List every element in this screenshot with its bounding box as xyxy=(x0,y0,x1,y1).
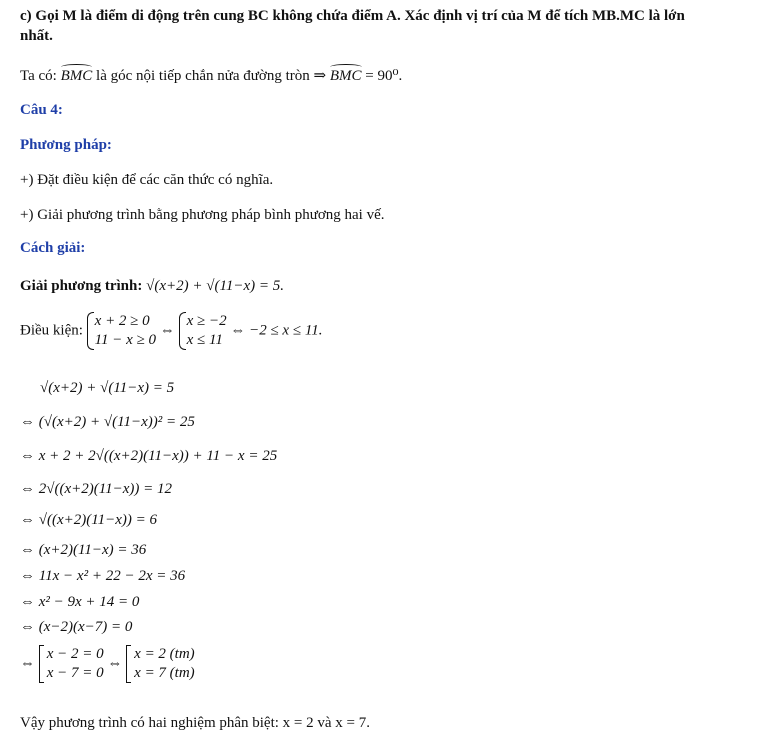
heading-c-cont: nhất. xyxy=(20,28,53,44)
final-sys2-row: x = 7 (tm) xyxy=(134,665,195,681)
final-sys1-row: x − 7 = 0 xyxy=(46,665,104,681)
step-row: ⇔ x + 2 + 2√((x+2)(11−x)) + 11 − x = 25 xyxy=(20,448,278,464)
final-sys2-row: x = 2 (tm) xyxy=(134,646,195,662)
dk-system-2 xyxy=(179,312,227,350)
conclusion: Vậy phương trình có hai nghiệm phân biệt: x = 2 và x = 7. xyxy=(20,715,371,731)
cau-4-title: Câu 4: xyxy=(20,102,63,118)
pp-step-2: +) Giải phương trình bằng phương pháp bình phương hai vế. xyxy=(20,207,385,223)
dk-sys1-row: 11 − x ≥ 0 xyxy=(94,332,157,348)
step-row: ⇔ (√(x+2) + √(11−x))² = 25 xyxy=(20,414,195,430)
ta-co-prefix: Ta có: xyxy=(20,68,57,84)
dk-sys2-row: x ≥ −2 xyxy=(186,313,227,329)
arc-bmc: BMC xyxy=(60,68,93,84)
dieu-kien-line: Điều kiện: x + 2 ≥ 0 11 − x ≥ 0 ⇔ x ≥ −2 x ≤ 11 ⇔ −2 ≤ x ≤ 11. xyxy=(20,313,323,348)
dk-result: ⇔ −2 ≤ x ≤ 11. xyxy=(230,322,323,339)
heading-c: c) Gọi M là điểm di động trên cung BC không chứa điểm A. Xác định vị trí của M để tích MB.MC là lớn xyxy=(20,8,685,24)
final-line: ⇔ x − 2 = 0 x − 7 = 0 ⇔ x = 2 (tm) x = 7 (tm) xyxy=(20,646,195,681)
arc-bmc-2: BMC xyxy=(329,68,362,84)
final-system-2 xyxy=(126,645,195,683)
giai-line xyxy=(20,276,284,296)
step-row: ⇔ 11x − x² + 22 − 2x = 36 xyxy=(20,568,186,584)
giai-label: Giải phương trình: xyxy=(20,278,143,294)
pp-step-1: +) Đặt điều kiện để các căn thức có nghĩa. xyxy=(20,172,274,188)
ta-co-mid: là góc nội tiếp chắn nửa đường tròn ⇒ xyxy=(96,68,327,84)
ta-co-line xyxy=(20,66,402,86)
step-row: ⇔ x² − 9x + 14 = 0 xyxy=(20,594,140,610)
dk-label: Điều kiện: xyxy=(20,322,83,339)
ta-co-end: = 90⁰. xyxy=(365,68,403,84)
step-row: ⇔ (x+2)(11−x) = 36 xyxy=(20,542,147,558)
final-sys1-row: x − 2 = 0 xyxy=(46,646,104,662)
dk-system-1 xyxy=(87,312,156,350)
step-row: ⇔ √((x+2)(11−x)) = 6 xyxy=(20,512,158,528)
cach-giai-title: Cách giải: xyxy=(20,240,86,256)
step-row: ⇔ 2√((x+2)(11−x)) = 12 xyxy=(20,481,173,497)
dk-sys2-row: x ≤ 11 xyxy=(186,332,223,348)
phuong-phap-title: Phương pháp: xyxy=(20,137,112,153)
dk-sys1-row: x + 2 ≥ 0 xyxy=(94,313,150,329)
final-system-1 xyxy=(39,645,104,683)
main-equation: √(x+2) + √(11−x) = 5. xyxy=(146,278,284,294)
step-row: √(x+2) + √(11−x) = 5 xyxy=(40,380,175,396)
step-row: ⇔ (x−2)(x−7) = 0 xyxy=(20,619,133,635)
